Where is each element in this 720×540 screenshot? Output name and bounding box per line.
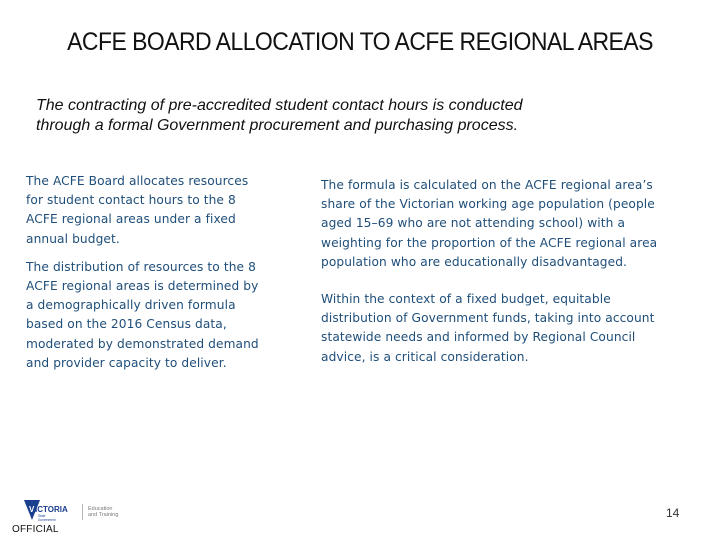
text-line: statewide needs and informed by Regional Council — [321, 330, 636, 345]
text-line: The distribution of resources to the 8 — [26, 259, 256, 274]
classification-label: OFFICIAL — [12, 524, 59, 535]
text-line: The formula is calculated on the ACFE regional area’s — [321, 178, 653, 192]
text-line: Within the context of a fixed budget, equitable — [321, 292, 611, 307]
text-line: distribution of Government funds, taking into account — [321, 311, 655, 326]
slide-subtitle — [36, 96, 656, 136]
text-line: The ACFE Board allocates resources — [26, 174, 249, 188]
text-line: advice, is a critical consideration. — [321, 349, 529, 364]
logo-divider — [82, 504, 83, 520]
department-line: Education — [88, 505, 113, 512]
text-line: aged 15–69 who are not attending school) with a — [321, 216, 626, 231]
svg-text:State: State — [38, 514, 46, 518]
text-line: annual budget. — [26, 231, 120, 246]
department-line: and Training — [88, 512, 119, 518]
left-column — [26, 172, 288, 373]
text-line: population who are educationally disadvantaged. — [321, 254, 628, 269]
text-line: for student contact hours to the 8 — [26, 193, 236, 208]
subtitle-line: The contracting of pre-accredited student contact hours is conducted — [36, 97, 523, 114]
text-line: weighting for the proportion of the ACFE regional area — [321, 235, 658, 250]
paragraph-formula — [321, 176, 693, 272]
right-column — [321, 176, 693, 367]
department-name — [88, 506, 118, 519]
svg-text:V: V — [29, 505, 35, 514]
paragraph-fixed-budget — [321, 290, 693, 367]
page-number: 14 — [666, 506, 680, 520]
svg-text:Government: Government — [38, 518, 56, 522]
text-line: a demographically driven formula — [26, 298, 236, 313]
paragraph-board-allocation — [26, 172, 288, 249]
text-line: and provider capacity to deliver. — [26, 355, 227, 370]
paragraph-distribution — [26, 258, 288, 373]
subtitle-line: through a formal Government procurement and purchasing process. — [36, 117, 519, 134]
victoria-triangle-logo-icon — [24, 500, 78, 524]
slide-title: ACFE BOARD ALLOCATION TO ACFE REGIONAL AREAS — [67, 28, 653, 56]
text-line: moderated by demonstrated demand — [26, 336, 259, 351]
text-line: share of the Victorian working age population (people — [321, 197, 655, 212]
victoria-government-logo — [24, 500, 124, 524]
text-line: ACFE regional areas is determined by — [26, 279, 259, 294]
svg-text:ICTORIA: ICTORIA — [35, 505, 68, 514]
text-line: ACFE regional areas under a fixed — [26, 212, 236, 227]
text-line: based on the 2016 Census data, — [26, 317, 227, 332]
